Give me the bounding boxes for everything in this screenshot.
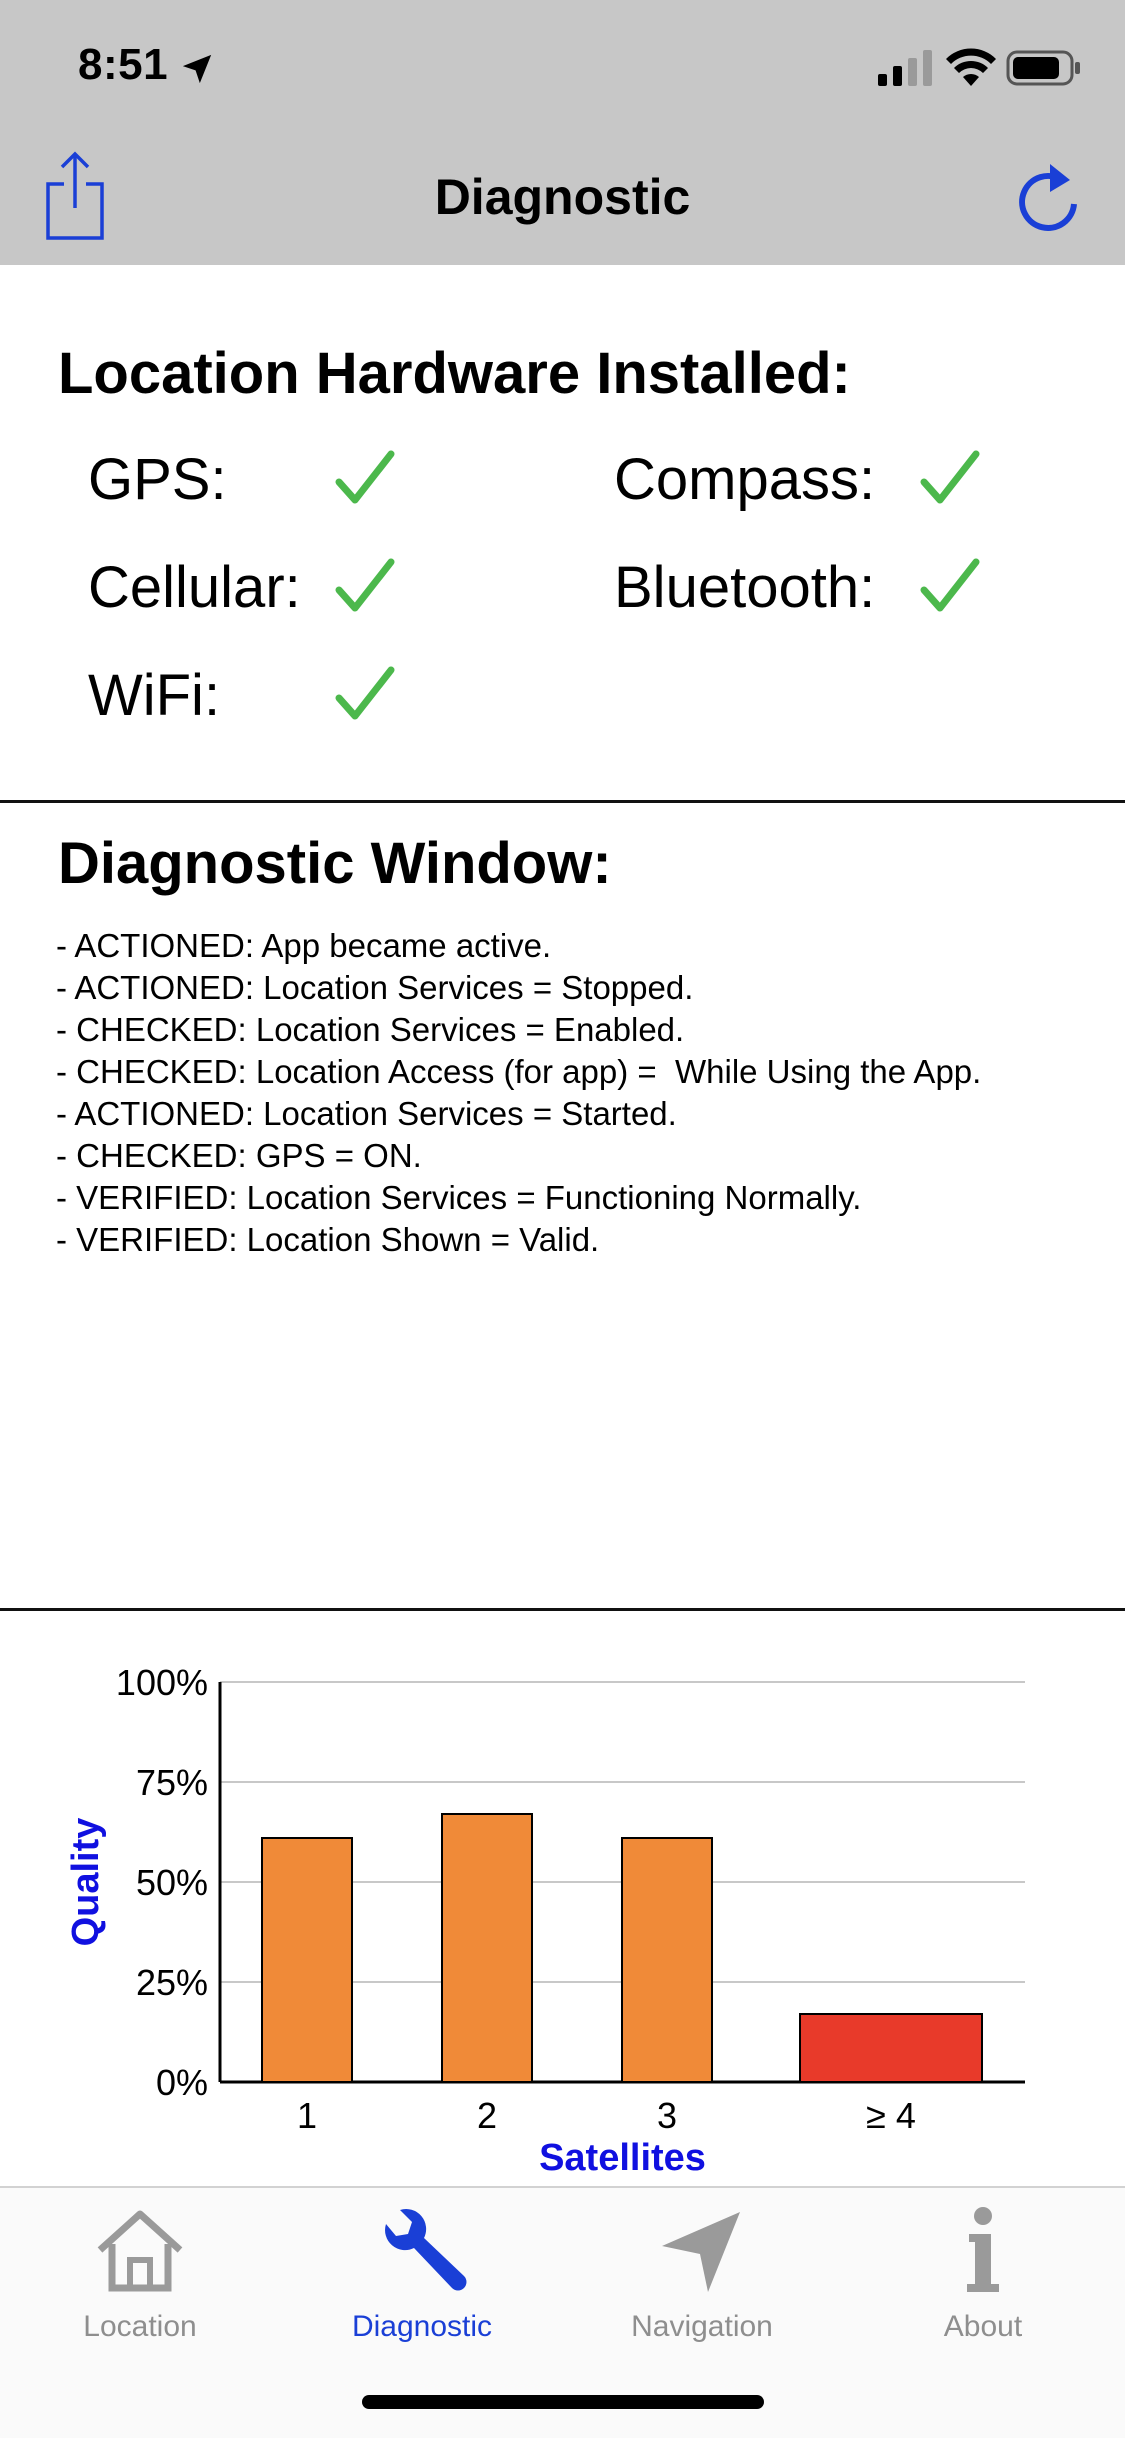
checkmark-icon [335,448,395,508]
checkmark-icon [335,556,395,616]
diagnostic-log [56,925,1066,1261]
hw-label-compass: Compass: [614,447,876,512]
tab-about[interactable] [853,2202,1113,2362]
hardware-heading: Location Hardware Installed: [58,341,851,406]
log-line: - VERIFIED: Location Services = Functioning Normally. [56,1179,862,1216]
tab-label: Location [83,2310,197,2343]
bar [442,1814,532,2082]
info-icon [933,2202,1033,2302]
battery-icon [1006,50,1082,86]
tab-label: About [943,2310,1023,2343]
log-line: - ACTIONED: Location Services = Started. [56,1095,677,1132]
hw-label-cellular: Cellular: [88,555,301,620]
checkmark-icon [920,556,980,616]
hw-label-bluetooth: Bluetooth: [614,555,876,620]
y-tick-label: 0% [155,2062,208,2103]
section-divider [0,800,1125,803]
bar [800,2014,982,2082]
tab-diagnostic[interactable] [292,2202,552,2362]
log-line: - ACTIONED: App became active. [56,927,552,964]
nav-title: Diagnostic [434,169,691,225]
checkmark-icon [335,664,395,724]
top-bar [0,0,1125,265]
diagnostic-heading: Diagnostic Window: [58,831,612,896]
tab-navigation[interactable] [572,2202,832,2362]
tab-location[interactable] [10,2202,270,2362]
bar [622,1838,712,2082]
location-arrow-icon [180,52,214,86]
home-indicator [362,2395,764,2409]
y-tick-label: 50% [135,1862,208,1903]
x-tick-label: 3 [656,2095,678,2136]
log-line: - CHECKED: Location Services = Enabled. [56,1011,685,1048]
navigation-arrow-icon [652,2202,752,2302]
bar [262,1838,352,2082]
log-line: - VERIFIED: Location Shown = Valid. [56,1221,600,1258]
hw-label-wifi: WiFi: [88,663,221,728]
satellite-quality-chart [0,1620,1125,2190]
section-divider [0,1608,1125,1611]
wifi-icon [946,48,996,86]
cellular-signal-icon [878,50,934,86]
x-tick-label: 2 [476,2095,498,2136]
log-line: - CHECKED: Location Access (for app) = While Using the App. [56,1053,982,1090]
home-icon [90,2202,190,2302]
status-time: 8:51 [78,40,169,89]
y-tick-label: 75% [135,1762,208,1803]
checkmark-icon [920,448,980,508]
tab-label: Diagnostic [351,2310,493,2343]
refresh-icon[interactable] [1016,160,1082,232]
y-tick-label: 25% [135,1962,208,2003]
hw-label-gps: GPS: [88,447,227,512]
y-tick-label: 100% [115,1662,208,1703]
x-tick-label: 1 [296,2095,318,2136]
wrench-icon [372,2202,472,2302]
x-tick-label: ≥ 4 [866,2095,916,2136]
x-axis-label: Satellites [539,2137,706,2179]
log-line: - CHECKED: GPS = ON. [56,1137,422,1174]
log-line: - ACTIONED: Location Services = Stopped. [56,969,694,1006]
y-axis-label: Quality [65,1817,107,1947]
tab-label: Navigation [631,2310,773,2343]
